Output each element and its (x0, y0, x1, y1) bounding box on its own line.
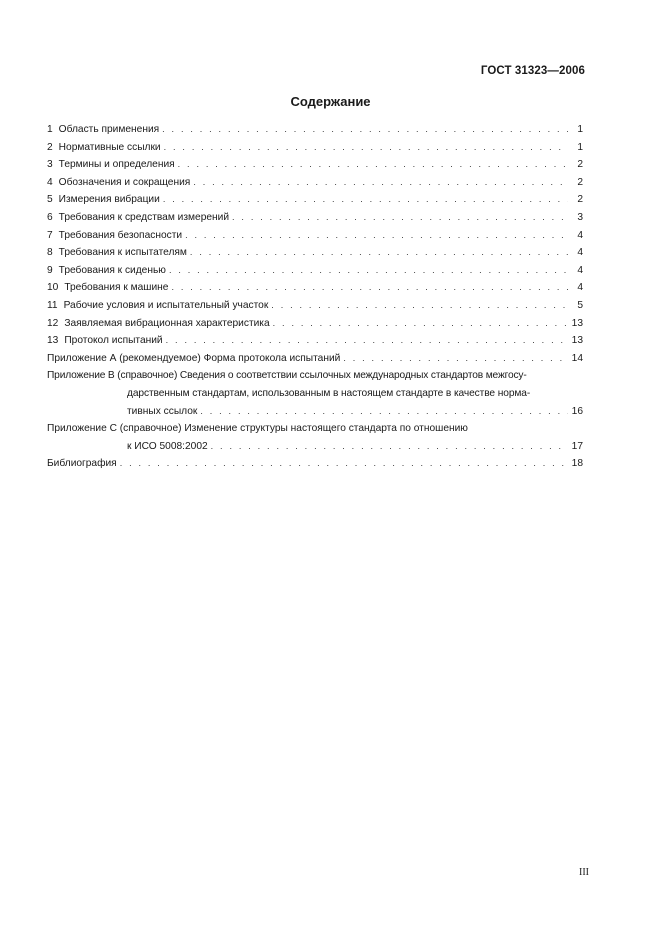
dot-leader (164, 139, 568, 157)
toc-annex-a[interactable] (47, 350, 583, 368)
dot-leader (190, 244, 568, 262)
toc-number: 7 (47, 229, 53, 241)
toc-label: Приложение С (справочное) Изменение структуры настоящего стандарта по отношению (47, 423, 468, 435)
toc-number: 5 (47, 194, 53, 206)
toc-entry-13[interactable] (47, 332, 583, 350)
toc-label: Требования к испытателям (58, 247, 187, 259)
toc-entry-7[interactable] (47, 227, 583, 245)
toc-label-continued: к ИСО 5008:2002 (127, 440, 208, 452)
dot-leader (163, 191, 568, 209)
dot-leader (185, 227, 568, 245)
toc-bibliography[interactable] (47, 455, 583, 473)
toc-entry-2[interactable] (47, 139, 583, 157)
toc-page: 1 (577, 124, 583, 135)
toc-page: 18 (571, 458, 583, 470)
toc-number: 8 (47, 247, 53, 259)
toc-label: Обозначения и сокращения (58, 176, 191, 188)
toc-number: 4 (47, 176, 53, 188)
toc-number: 2 (47, 141, 53, 153)
document-code: ГОСТ 31323—2006 (480, 65, 585, 77)
dot-leader (120, 455, 568, 473)
toc-page: 4 (577, 247, 583, 259)
toc-label-continued: дарственным стандартам, использованным в настоящем стандарте в качестве норма- (127, 387, 531, 399)
toc-number: 9 (47, 264, 53, 276)
toc-page: 2 (577, 159, 583, 171)
toc-label-continued: тивных ссылок (127, 405, 198, 417)
toc-page: 1 (577, 141, 583, 153)
toc-page: 2 (577, 176, 583, 188)
toc-label: Требования к сиденью (58, 264, 166, 276)
toc-number: 13 (47, 335, 59, 347)
toc-label: Рабочие условия и испытательный участок (63, 299, 269, 311)
toc-entry-1[interactable] (47, 121, 583, 139)
toc-page: 13 (571, 335, 583, 347)
dot-leader (171, 279, 568, 297)
toc-label: Приложение А (рекомендуемое) Форма протокола испытаний (47, 352, 341, 364)
toc-annex-c[interactable] (47, 420, 583, 455)
toc-annex-b[interactable] (47, 367, 583, 420)
toc-page: 5 (577, 299, 583, 311)
dot-leader (343, 350, 568, 368)
toc-label: Требования безопасности (58, 229, 183, 241)
dot-leader (271, 297, 568, 315)
table-of-contents (47, 121, 583, 473)
toc-page: 13 (571, 317, 583, 329)
dot-leader (273, 315, 568, 333)
dot-leader (169, 262, 568, 280)
toc-page: 2 (577, 194, 583, 206)
page-title: Содержание (290, 94, 371, 109)
toc-page: 4 (577, 282, 583, 294)
toc-number: 12 (47, 317, 59, 329)
toc-page: 3 (577, 211, 583, 223)
toc-number: 6 (47, 211, 53, 223)
toc-label: Область применения (58, 124, 160, 135)
toc-number: 10 (47, 282, 59, 294)
toc-number: 1 (47, 124, 53, 135)
toc-entry-12[interactable] (47, 315, 583, 333)
dot-leader (211, 438, 568, 456)
toc-label: Нормативные ссылки (58, 141, 161, 153)
toc-label: Протокол испытаний (64, 335, 163, 347)
toc-page: 4 (577, 264, 583, 276)
toc-page: 17 (571, 440, 583, 452)
toc-entry-4[interactable] (47, 174, 583, 192)
dot-leader (232, 209, 568, 227)
toc-page: 4 (577, 229, 583, 241)
toc-entry-8[interactable] (47, 244, 583, 262)
toc-page: 16 (571, 405, 583, 417)
toc-label: Заявляемая вибрационная характеристика (64, 317, 270, 329)
dot-leader (200, 403, 568, 421)
toc-number: 11 (47, 299, 58, 311)
toc-label: Библиография (47, 458, 117, 470)
toc-number: 3 (47, 159, 53, 171)
toc-label: Измерения вибрации (58, 194, 160, 206)
dot-leader (193, 174, 568, 192)
toc-entry-9[interactable] (47, 262, 583, 280)
toc-entry-11[interactable] (47, 297, 583, 315)
dot-leader (178, 156, 568, 174)
toc-entry-10[interactable] (47, 279, 583, 297)
page-number: III (579, 867, 589, 878)
toc-label: Приложение В (справочное) Сведения о соответствии ссылочных международных стандартов межгосу- (47, 370, 527, 382)
toc-label: Термины и определения (58, 159, 175, 171)
toc-page: 14 (571, 352, 583, 364)
dot-leader (162, 121, 568, 139)
toc-entry-3[interactable] (47, 156, 583, 174)
dot-leader (166, 332, 568, 350)
toc-entry-6[interactable] (47, 209, 583, 227)
toc-label: Требования к машине (64, 282, 169, 294)
toc-entry-5[interactable] (47, 191, 583, 209)
toc-label: Требования к средствам измерений (58, 211, 230, 223)
